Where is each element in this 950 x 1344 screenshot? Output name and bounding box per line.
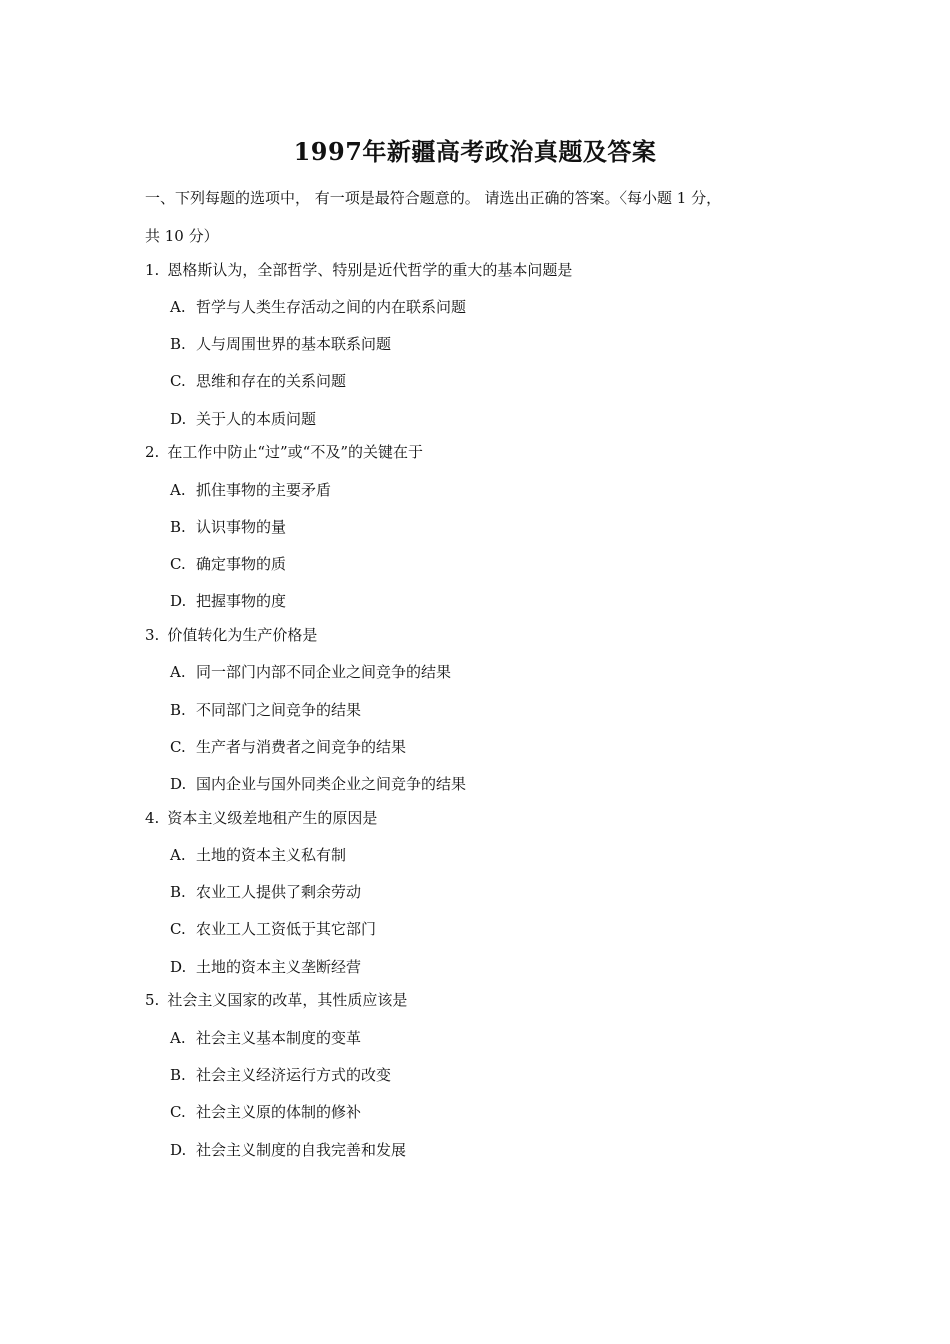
option-text: 土地的资本主义私有制 <box>196 846 347 864</box>
option-4b <box>170 882 361 902</box>
option-2b <box>170 517 286 537</box>
option-text: 农业工人提供了剩余劳动 <box>196 883 362 901</box>
option-2c <box>170 554 286 574</box>
question-2 <box>145 442 423 462</box>
option-letter: B. <box>170 883 186 901</box>
option-letter: C. <box>170 738 186 756</box>
option-text: 农业工人工资低于其它部门 <box>196 920 377 938</box>
option-letter: D. <box>170 958 187 976</box>
question-number: 4. <box>145 809 160 827</box>
option-2d <box>170 591 286 611</box>
option-letter: B. <box>170 518 186 536</box>
option-text: 把握事物的度 <box>196 592 287 610</box>
option-letter: C. <box>170 372 186 390</box>
option-text: 生产者与消费者之间竞争的结果 <box>196 738 407 756</box>
option-text: 确定事物的质 <box>196 555 287 573</box>
option-text: 土地的资本主义垄断经营 <box>196 958 362 976</box>
option-text: 同一部门内部不同企业之间竞争的结果 <box>196 663 452 681</box>
option-letter: C. <box>170 920 186 938</box>
question-number: 1. <box>145 261 160 279</box>
option-1a <box>170 297 466 317</box>
question-text: 价值转化为生产价格是 <box>167 626 318 644</box>
option-5c <box>170 1102 361 1122</box>
option-4a <box>170 845 346 865</box>
option-letter: A. <box>170 663 186 681</box>
option-text: 哲学与人类生存活动之间的内在联系问题 <box>196 298 467 316</box>
question-number: 2. <box>145 443 160 461</box>
question-3 <box>145 625 317 645</box>
question-text: 恩格斯认为，全部哲学、特别是近代哲学的重大的基本问题是 <box>167 261 573 279</box>
option-letter: C. <box>170 1103 186 1121</box>
option-text: 国内企业与国外同类企业之间竞争的结果 <box>196 775 467 793</box>
option-letter: C. <box>170 555 186 573</box>
question-text: 社会主义国家的改革，其性质应该是 <box>167 991 408 1009</box>
option-1c <box>170 371 346 391</box>
option-3c <box>170 737 406 757</box>
option-letter: D. <box>170 775 187 793</box>
option-text: 思维和存在的关系问题 <box>196 372 347 390</box>
instruction-line-1: 一、下列每题的选项中， 有一项是最符合题意的。 请选出正确的答案。〈每小题 1 分， <box>145 189 722 207</box>
option-3d <box>170 774 466 794</box>
option-letter: D. <box>170 1141 187 1159</box>
instruction-line-2: 共 10 分） <box>145 227 219 245</box>
option-3a <box>170 662 451 682</box>
option-letter: A. <box>170 298 186 316</box>
option-text: 社会主义基本制度的变革 <box>196 1029 362 1047</box>
question-number: 5. <box>145 991 160 1009</box>
option-text: 关于人的本质问题 <box>196 410 317 428</box>
option-5d <box>170 1140 406 1160</box>
question-text: 在工作中防止“过”或“不及”的关键在于 <box>167 443 423 461</box>
option-letter: A. <box>170 846 186 864</box>
option-letter: A. <box>170 1029 186 1047</box>
option-1b <box>170 334 391 354</box>
option-letter: B. <box>170 701 186 719</box>
option-2a <box>170 480 331 500</box>
question-1 <box>145 260 572 280</box>
option-5b <box>170 1065 391 1085</box>
option-1d <box>170 409 316 429</box>
question-4 <box>145 808 377 828</box>
option-letter: D. <box>170 592 187 610</box>
option-text: 认识事物的量 <box>196 518 287 536</box>
option-letter: D. <box>170 410 187 428</box>
page-title: 1997年新疆高考政治真题及答案 <box>293 137 657 166</box>
option-3b <box>170 700 361 720</box>
option-4d <box>170 957 361 977</box>
option-text: 社会主义制度的自我完善和发展 <box>196 1141 407 1159</box>
option-5a <box>170 1028 361 1048</box>
option-letter: B. <box>170 1066 186 1084</box>
option-letter: A. <box>170 481 186 499</box>
question-number: 3. <box>145 626 160 644</box>
option-text: 抓住事物的主要矛盾 <box>196 481 332 499</box>
question-5 <box>145 990 407 1010</box>
option-text: 社会主义原的体制的修补 <box>196 1103 362 1121</box>
option-4c <box>170 919 376 939</box>
option-text: 社会主义经济运行方式的改变 <box>196 1066 392 1084</box>
question-text: 资本主义级差地租产生的原因是 <box>167 809 378 827</box>
option-text: 人与周围世界的基本联系问题 <box>196 335 392 353</box>
option-text: 不同部门之间竞争的结果 <box>196 701 362 719</box>
option-letter: B. <box>170 335 186 353</box>
